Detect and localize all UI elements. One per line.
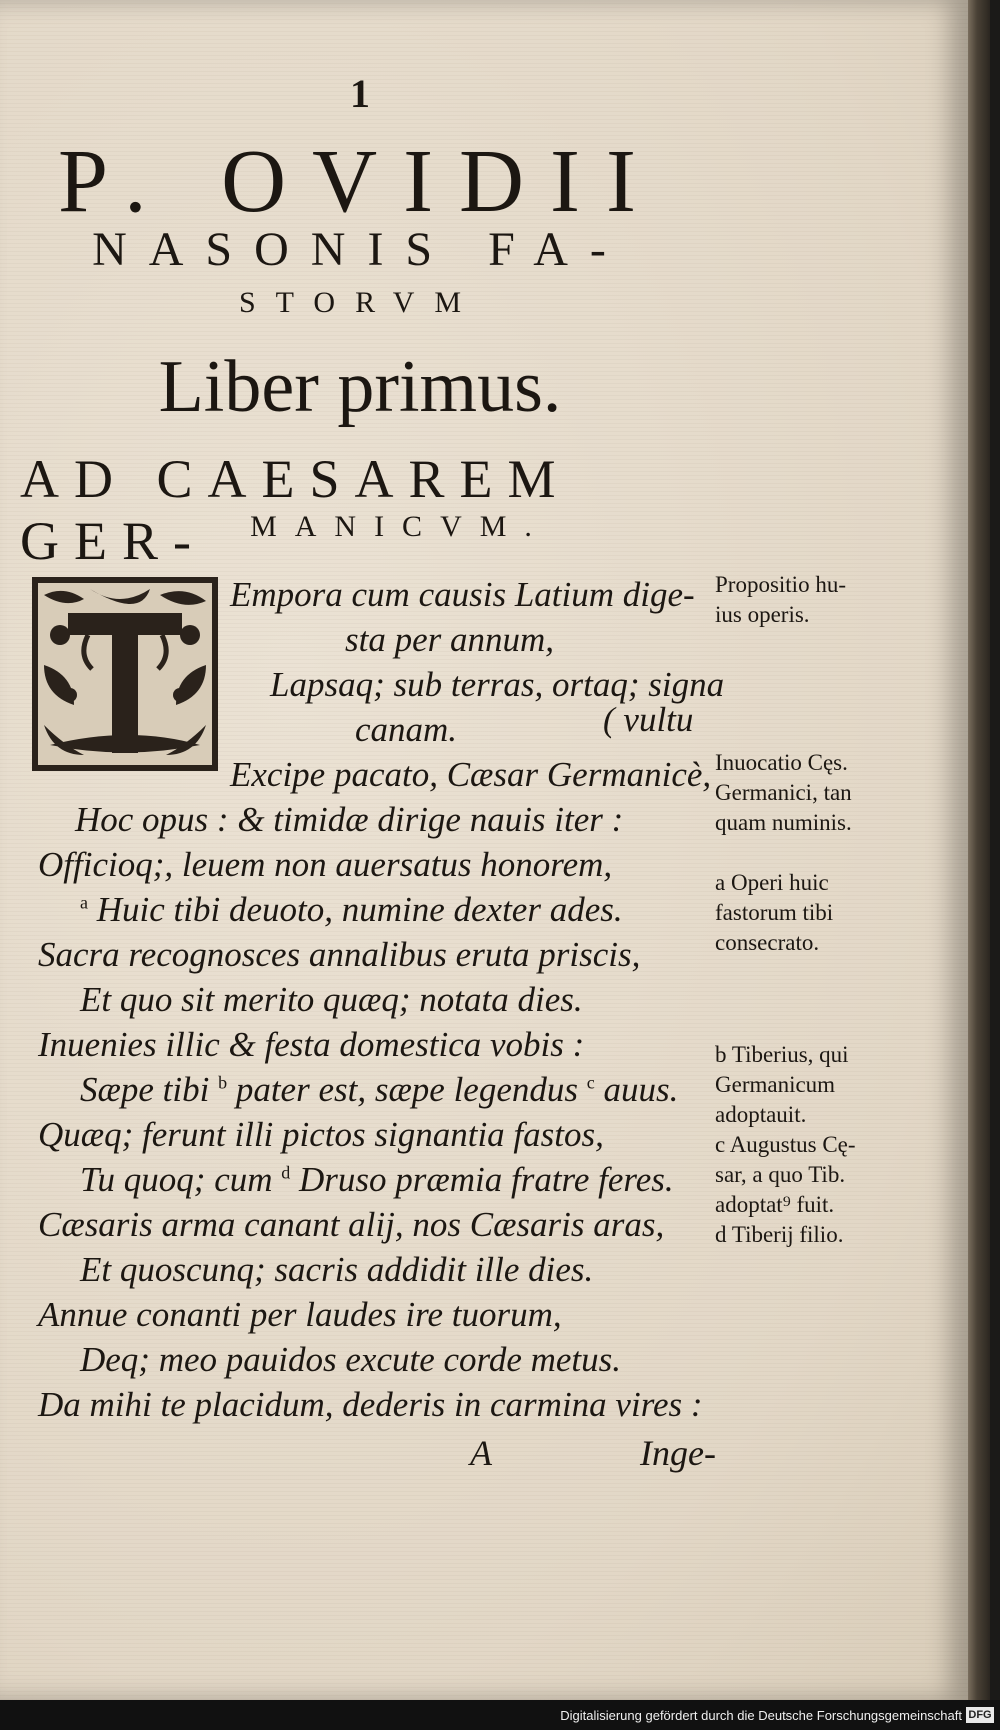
- verse-line: ( vultu: [603, 700, 694, 739]
- verse-line: [80, 890, 623, 930]
- verse-line: Et quoscunq; sacris addidit ille dies.: [80, 1250, 594, 1289]
- verse-text: auus.: [603, 1070, 679, 1109]
- verse-line: Et quo sit merito quæq; notata dies.: [80, 980, 583, 1019]
- dedication-line-2: MANICVM.: [250, 510, 550, 543]
- note-mark: d: [281, 1162, 291, 1183]
- dfg-logo: DFG: [966, 1707, 994, 1723]
- note-mark: a: [80, 892, 88, 913]
- sidenote: consecrato.: [715, 930, 820, 955]
- footer-credit: Digitalisierung gefördert durch die Deutsche Forschungsgemeinschaft: [560, 1708, 962, 1723]
- page-edge: [968, 0, 990, 1700]
- decorated-initial-t: [30, 575, 220, 773]
- verse-line: canam.: [355, 710, 458, 749]
- sidenote: Germanicum: [715, 1072, 836, 1097]
- verse-line: Annue conanti per laudes ire tuorum,: [38, 1295, 562, 1334]
- verse-line: [80, 1160, 674, 1200]
- verse-line: [80, 1070, 678, 1110]
- verse-line: Sacra recognosces annalibus eruta priscis,: [38, 935, 641, 974]
- sidenote: Germanici, tan: [715, 780, 852, 805]
- sidenote: b Tiberius, qui: [715, 1042, 849, 1067]
- title-author: P. OVIDII: [58, 132, 662, 231]
- sidenote: Inuocatio Cęs.: [715, 750, 848, 775]
- verse-line: Inuenies illic & festa domestica vobis :: [38, 1025, 585, 1064]
- folio-number: 1: [350, 71, 370, 116]
- sidenote: quam numinis.: [715, 810, 852, 835]
- verse-text: pater est, sæpe legendus: [235, 1070, 578, 1109]
- title-line-3: STORVM: [238, 286, 482, 319]
- sidenote: adoptauit.: [715, 1102, 807, 1127]
- verse-line: Deq; meo pauidos excute corde metus.: [80, 1340, 622, 1379]
- sidenote: ius operis.: [715, 602, 810, 627]
- verse-line: Officioq;, leuem non auersatus honorem,: [38, 845, 613, 884]
- verse-line: sta per annum,: [345, 620, 555, 659]
- sidenote: sar, a quo Tib.: [715, 1162, 846, 1187]
- verse-line: Cæsaris arma canant alij, nos Cæsaris aras,: [38, 1205, 665, 1244]
- book-heading: Liber primus.: [158, 346, 562, 428]
- verse-text: Tu quoq; cum: [80, 1160, 273, 1199]
- verse-text: Sæpe tibi: [80, 1070, 210, 1109]
- note-mark: b: [218, 1072, 228, 1093]
- verse-line: Da mihi te placidum, dederis in carmina vires :: [38, 1385, 703, 1424]
- verse-line: Hoc opus : & timidæ dirige nauis iter :: [75, 800, 624, 839]
- verse-line: Quæq; ferunt illi pictos signantia fastos,: [38, 1115, 604, 1154]
- dedication-line-1: AD CAESAREM GER-: [20, 449, 571, 571]
- sidenote: d Tiberij filio.: [715, 1222, 844, 1247]
- sidenote: c Augustus Cę-: [715, 1132, 856, 1157]
- verse-text: Druso præmia fratre feres.: [299, 1160, 674, 1199]
- verse-line: Lapsaq; sub terras, ortaq; signa: [270, 665, 725, 704]
- sidenote: a Operi huic: [715, 870, 829, 895]
- title-line-2: NASONIS FA-: [92, 223, 628, 276]
- verse-text: Huic tibi deuoto, numine dexter ades.: [96, 890, 623, 929]
- sidenote: adoptat⁹ fuit.: [715, 1192, 835, 1217]
- signature-mark: A: [470, 1433, 492, 1473]
- note-mark: c: [586, 1072, 595, 1093]
- verse-line: Excipe pacato, Cæsar Germanicè,: [230, 755, 712, 794]
- sidenote: fastorum tibi: [715, 900, 834, 925]
- sidenote: Propositio hu-: [715, 572, 846, 597]
- verse-line: Empora cum causis Latium dige-: [230, 575, 695, 614]
- catchword: Inge-: [640, 1433, 716, 1473]
